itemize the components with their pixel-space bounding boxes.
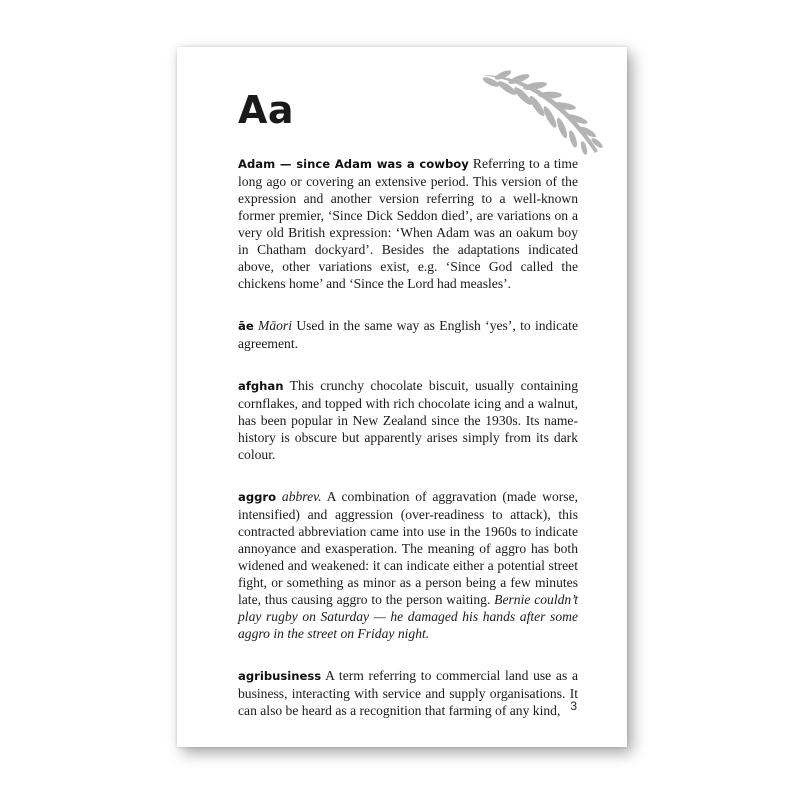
headword: aggro (238, 490, 277, 504)
example-sentence: Bernie couldn’t play rugby on Saturday — he damaged his hands after some aggro in the street on Friday night. (238, 592, 578, 641)
definition: Used in the same way as English ‘yes’, to indicate agreement. (238, 318, 578, 351)
definition: Referring to a time long ago or covering an extensive period. This version of the expression and another version referring to a well-known former premier, ‘Since Dick Seddon died’, are variations on a very old British expression: ‘When Adam was an oakum boy in Chatham dockyard’. Besides the adaptations indicated above, other variations exist, e.g. ‘Since God called the chickens home’ and ‘Since the Lord had measles’. (238, 156, 578, 291)
headword: āe (238, 319, 254, 333)
entry-adam (238, 155, 578, 292)
definition: A term referring to commercial land use as a business, interacting with service and supply organisations. It can also be heard as a recognition that farming of any kind, (238, 668, 578, 718)
definition: A combination of aggravation (made worse, intensified) and aggression (over-readiness to attack), this contracted abbreviation came into use in the 1960s to indicate annoyance and exasperation. The meaning of aggro has both widened and weakened: it can indicate either a potential street fight, or something as minor as a person being a few minutes late, thus causing aggro to the person waiting. (238, 489, 579, 607)
book-page (177, 47, 627, 747)
definition: This crunchy chocolate biscuit, usually containing cornflakes, and topped with rich chocolate icing and a walnut, has been popular in New Zealand since the 1930s. Its name-history is obscure but apparently arises simply from its dark colour. (238, 378, 578, 462)
headword: Adam — since Adam was a cowboy (238, 157, 469, 171)
entry-ae (238, 317, 578, 352)
section-letter-heading: Aa (238, 88, 295, 132)
entry-agribusiness (238, 667, 578, 719)
grammar-label: abbrev. (276, 489, 322, 504)
headword: agribusiness (238, 669, 322, 683)
headword: afghan (238, 379, 284, 393)
page-number: 3 (570, 699, 577, 713)
entry-aggro (238, 488, 578, 642)
dictionary-entries (238, 155, 578, 744)
fern-frond-icon (477, 69, 609, 161)
language-label: Māori (253, 318, 292, 333)
entry-afghan (238, 377, 578, 463)
